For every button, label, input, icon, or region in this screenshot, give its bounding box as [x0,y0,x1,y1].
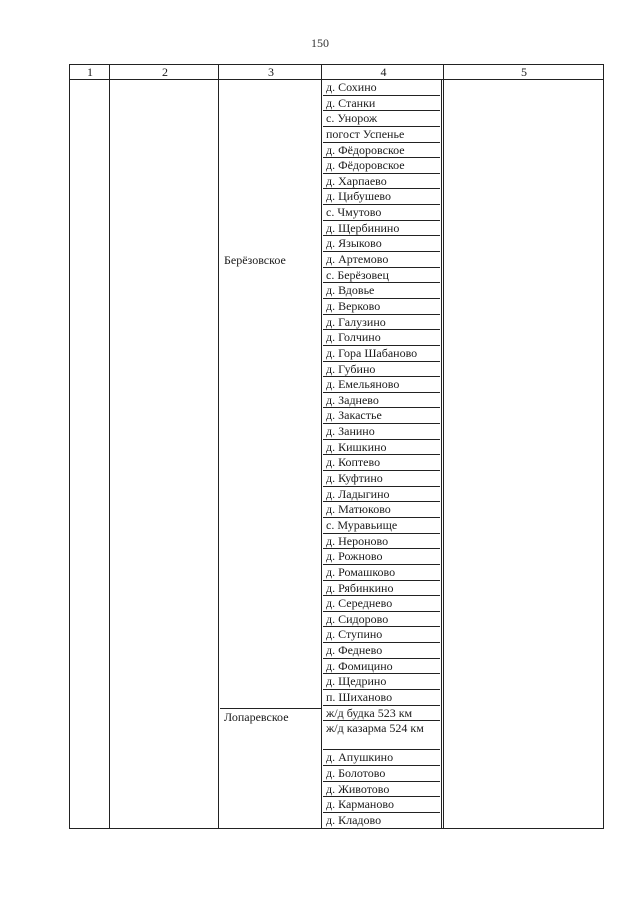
list-item: д. Харпаево [323,174,440,190]
list-item: д. Фомицино [323,659,440,675]
header-col-5: 5 [521,65,527,79]
list-item: д. Ромашково [323,565,440,581]
list-item: д. Щербинино [323,221,440,237]
list-item: д. Ладыгино [323,487,440,503]
list-item: д. Закастье [323,408,440,424]
list-item: д. Куфтино [323,471,440,487]
table-header-row [70,65,603,80]
list-item: д. Вдовье [323,283,440,299]
list-item: д. Болотово [323,766,440,782]
list-item: д. Верково [323,299,440,315]
list-item: д. Середнево [323,596,440,612]
list-item: д. Рожново [323,549,440,565]
page-number: 150 [311,36,329,50]
list-item: д. Губино [323,362,440,378]
list-item: д. Занино [323,424,440,440]
list-item: д. Рябинкино [323,581,440,597]
column-divider [441,80,442,828]
column-divider [109,65,110,828]
settlements-table [69,64,604,829]
list-item: с. Чмутово [323,205,440,221]
header-col-4: 4 [380,65,387,79]
header-col-1: 1 [87,65,93,79]
list-item: д. Станки [323,96,440,112]
list-item: ж/д казарма 524 км [323,721,440,750]
list-item: д. Животово [323,782,440,798]
list-item: с. Унорож [323,111,440,127]
header-col-3: 3 [268,65,274,79]
list-item: д. Коптево [323,455,440,471]
list-item: ж/д будка 523 км [323,706,440,722]
list-item: д. Галузино [323,315,440,331]
list-item: с. Берёзовец [323,268,440,284]
list-item: д. Емельяново [323,377,440,393]
list-item: д. Цибушево [323,189,440,205]
list-item: д. Нероново [323,534,440,550]
list-item: д. Фёдоровское [323,158,440,174]
list-item: д. Карманово [323,797,440,813]
list-item: д. Голчино [323,330,440,346]
list-item: д. Кишкино [323,440,440,456]
list-item: д. Ступино [323,627,440,643]
list-item: п. Шиханово [323,690,440,706]
list-item: д. Сохино [323,80,440,96]
list-item: д. Гора Шабаново [323,346,440,362]
district-name: Лопаревское [220,708,322,725]
settlement-list [323,80,440,828]
list-item: д. Заднево [323,393,440,409]
list-item: д. Матюково [323,502,440,518]
column-divider [443,65,444,828]
list-item: д. Щедрино [323,674,440,690]
list-item: д. Артемово [323,252,440,268]
list-item: погост Успенье [323,127,440,143]
column-divider [218,65,219,828]
list-item: д. Кладово [326,812,382,827]
district-name: Берёзовское [224,253,286,267]
list-item: д. Сидорово [323,612,440,628]
list-item: д. Апушкино [323,750,440,766]
header-col-2: 2 [162,65,168,79]
list-item: д. Языково [323,236,440,252]
list-item: д. Фёдоровское [323,143,440,159]
list-item: с. Муравьище [323,518,440,534]
list-item: д. Феднево [323,643,440,659]
